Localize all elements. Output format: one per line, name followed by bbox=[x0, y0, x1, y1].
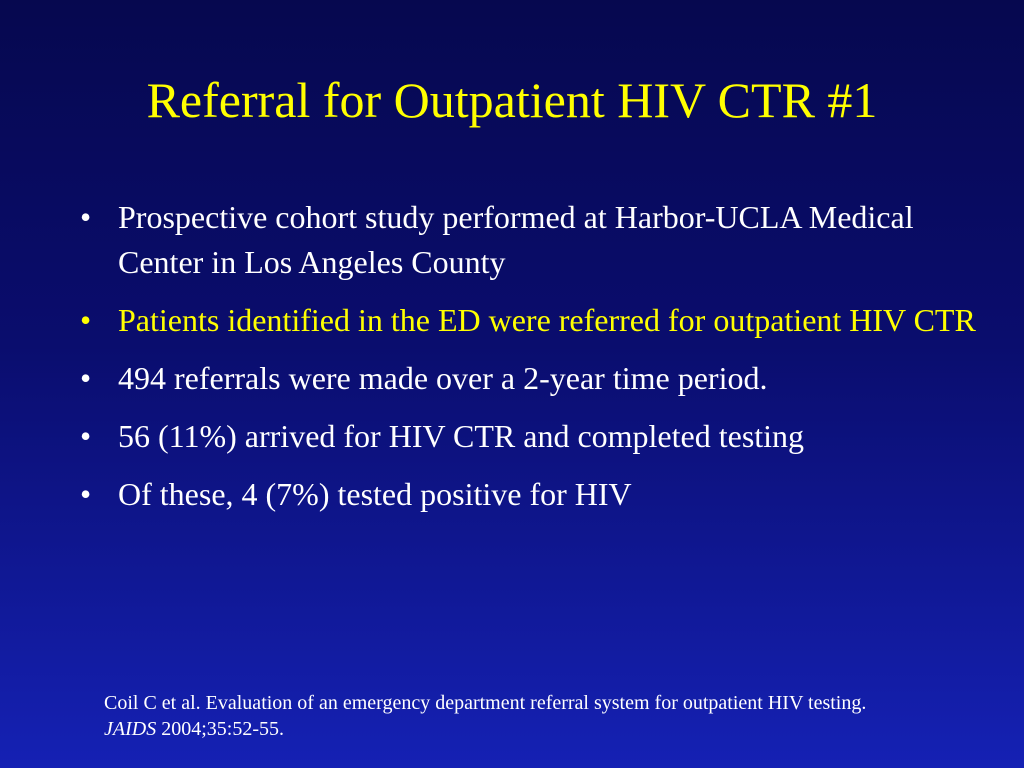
slide-title: Referral for Outpatient HIV CTR #1 bbox=[146, 72, 878, 128]
bullet-text: Patients identified in the ED were referred for outpatient HIV CTR bbox=[118, 302, 976, 338]
bullet-item bbox=[80, 356, 990, 401]
bullet-item bbox=[80, 195, 990, 285]
bullet-icon: • bbox=[80, 476, 92, 512]
bullet-text: Of these, 4 (7%) tested positive for HIV bbox=[118, 476, 632, 512]
bullet-icon: • bbox=[80, 418, 92, 454]
bullet-icon: • bbox=[80, 360, 92, 396]
bullet-item-highlighted bbox=[80, 298, 990, 343]
citation-journal: JAIDS bbox=[104, 718, 157, 740]
bullet-text: Prospective cohort study performed at Harbor-UCLA Medical Center in Los Angeles County bbox=[118, 199, 914, 280]
bullet-icon: • bbox=[80, 199, 92, 235]
bullet-text: 56 (11%) arrived for HIV CTR and completed testing bbox=[118, 418, 805, 454]
bullet-item bbox=[80, 414, 990, 459]
citation-details: 2004;35:52-55. bbox=[161, 718, 284, 740]
bullet-item bbox=[80, 472, 990, 517]
citation bbox=[104, 690, 904, 742]
bullet-text: 494 referrals were made over a 2-year time period. bbox=[118, 360, 768, 396]
bullet-icon: • bbox=[80, 302, 92, 338]
citation-authors-title: Coil C et al. Evaluation of an emergency department referral system for outpatient HIV testing. bbox=[104, 692, 867, 714]
bullet-list bbox=[80, 195, 990, 530]
